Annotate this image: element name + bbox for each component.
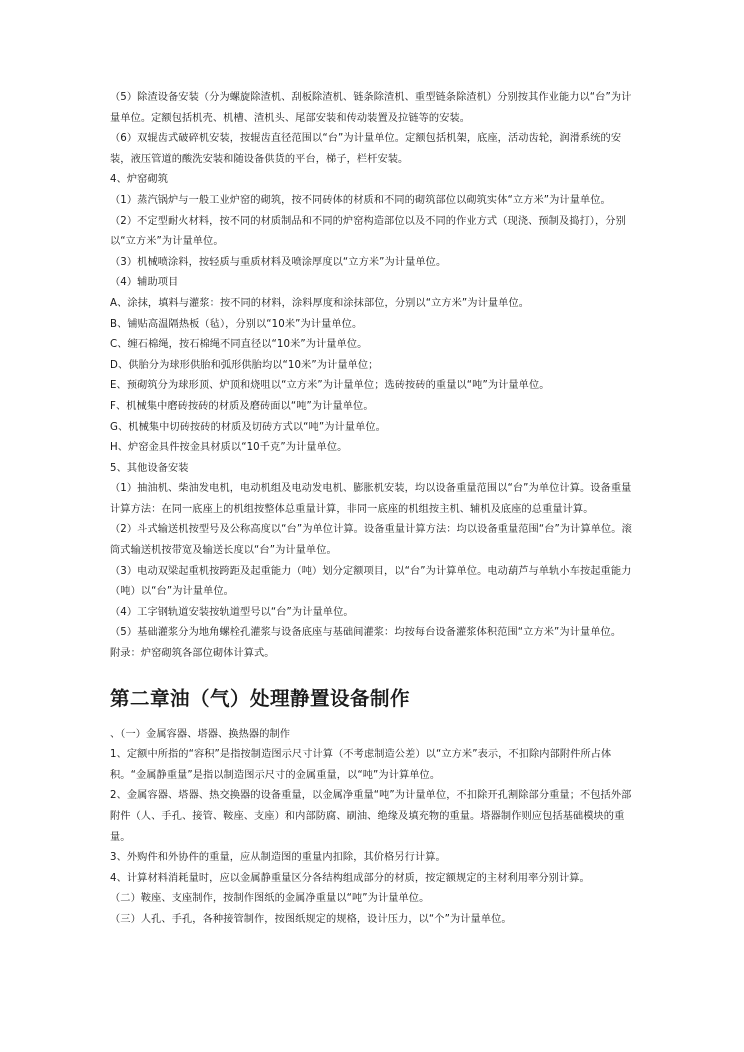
paragraph: A、涂抹，填料与灌浆：按不同的材料，涂料厚度和涂抹部位，分别以“立方米”为计量单位。 xyxy=(110,297,530,309)
paragraph: 附录：炉窑砌筑各部位砌体计算式。 xyxy=(110,648,275,660)
paragraph: 3、外购件和外协件的重量，应从制造图的重量内扣除，其价格另行计算。 xyxy=(110,852,446,864)
document-page xyxy=(110,88,640,931)
paragraph: （1）蒸汽锅炉与一般工业炉窑的砌筑，按不同砖体的材质和不同的砌筑部位以砌筑实体“立方米”为计量单位。 xyxy=(110,194,611,206)
paragraph: （5）除渣设备安装（分为螺旋除渣机、刮板除渣机、链条除渣机、重型链条除渣机）分别按其作业能力以“台”为计量单位。定额包括机壳、机槽、渣机头、尾部安装和传动装置及拉链等的安装。 xyxy=(110,92,632,124)
paragraph: （三）人孔、手孔，各种接管制作，按图纸规定的规格，设计压力，以“个”为计量单位。 xyxy=(110,913,512,925)
paragraph: C、缠石棉绳，按石棉绳不同直径以“10米”为计量单位。 xyxy=(110,339,368,351)
paragraph: （6）双辊齿式破碎机安装，按辊齿直径范围以“台”为计量单位。定额包括机架，底座，活动齿轮，润滑系统的安装，液压管道的酸洗安装和随设备供货的平台，梯子，栏杆安装。 xyxy=(110,133,622,165)
paragraph: 4、计算材料消耗量时，应以金属静重量区分各结构组成部分的材质，按定额规定的主材利用率分别计算。 xyxy=(110,872,590,884)
paragraph: 、（一）金属容器、塔器、换热器的制作 xyxy=(110,728,291,740)
paragraph: 4、炉窑砌筑 xyxy=(110,174,169,186)
paragraph: E、预砌筑分为球形顶、炉顶和烧咀以“立方米”为计量单位；选砖按砖的重量以“吨”为计量单位。 xyxy=(110,380,550,392)
paragraph: （1）抽油机、柴油发电机，电动机组及电动发电机、膨胀机安装，均以设备重量范围以“台”为单位计算。设备重量计算方法：在同一底座上的机组按整体总重量计算，非同一底座的机组按主机、辅机及底座的总重量计算。 xyxy=(110,483,632,515)
paragraph: （4）辅助项目 xyxy=(110,277,179,289)
paragraph: （4）工字钢轨道安装按轨道型号以“台”为计量单位。 xyxy=(110,606,354,618)
section-static-equipment xyxy=(110,725,640,931)
chapter-title: 第二章油（气）处理静置设备制作 xyxy=(110,686,411,710)
paragraph: （3）机械喷涂料，按轻质与重质材料及喷涂厚度以“立方米”为计量单位。 xyxy=(110,256,447,268)
paragraph: G、机械集中切砖按砖的材质及切砖方式以“吨”为计量单位。 xyxy=(110,421,386,433)
paragraph: 1、定额中所指的“容积”是指按制造图示尺寸计算（不考虑制造公差）以“立方米”表示，不扣除内部附件所占体积。“金属静重量”是指以制造图示尺寸的金属重量，以“吨”为计算单位。 xyxy=(110,749,612,781)
paragraph: （3）电动双梁起重机按跨距及起重能力（吨）划分定额项目，以“台”为计算单位。电动葫芦与单轨小车按起重能力（吨）以“台”为计量单位。 xyxy=(110,565,632,598)
paragraph: 5、其他设备安装 xyxy=(110,462,189,474)
paragraph: 2、金属容器、塔器、热交换器的设备重量，以金属净重量“吨”为计量单位，不扣除开孔割除部分重量；不包括外部附件（人、手孔、接管、鞍座、支座）和内部防腐、刷油、绝缘及填充物的重量。塔器制作则应包括基础模块的重量。 xyxy=(110,790,632,843)
paragraph: H、炉窑金具件按金具材质以“10千克”为计量单位。 xyxy=(110,442,348,454)
section-equipment-installation xyxy=(110,88,640,665)
paragraph: F、机械集中磨砖按砖的材质及磨砖面以“吨”为计量单位。 xyxy=(110,400,374,412)
paragraph: （二）鞍座、支座制作，按制作图纸的金属净重量以“吨”为计量单位。 xyxy=(110,893,430,905)
paragraph: （2）不定型耐火材料，按不同的材质制品和不同的炉窑构造部位以及不同的作业方式（现浇、预制及捣打），分别以“立方米”为计量单位。 xyxy=(110,215,626,248)
paragraph: （5）基础灌浆分为地角螺栓孔灌浆与设备底座与基础间灌浆：均按每台设备灌浆体积范围“立方米”为计量单位。 xyxy=(110,627,622,639)
paragraph: B、铺贴高温隔热板（毡），分别以“10米”为计量单位。 xyxy=(110,318,363,330)
paragraph: （2）斗式输送机按型号及公称高度以“台”为单位计算。设备重量计算方法：均以设备重量范围“台”为计算单位。滚筒式输送机按带宽及输送长度以“台”为计量单位。 xyxy=(110,524,632,557)
paragraph: D、供胎分为球形供胎和弧形供胎均以“10米”为计量单位； xyxy=(110,359,379,371)
